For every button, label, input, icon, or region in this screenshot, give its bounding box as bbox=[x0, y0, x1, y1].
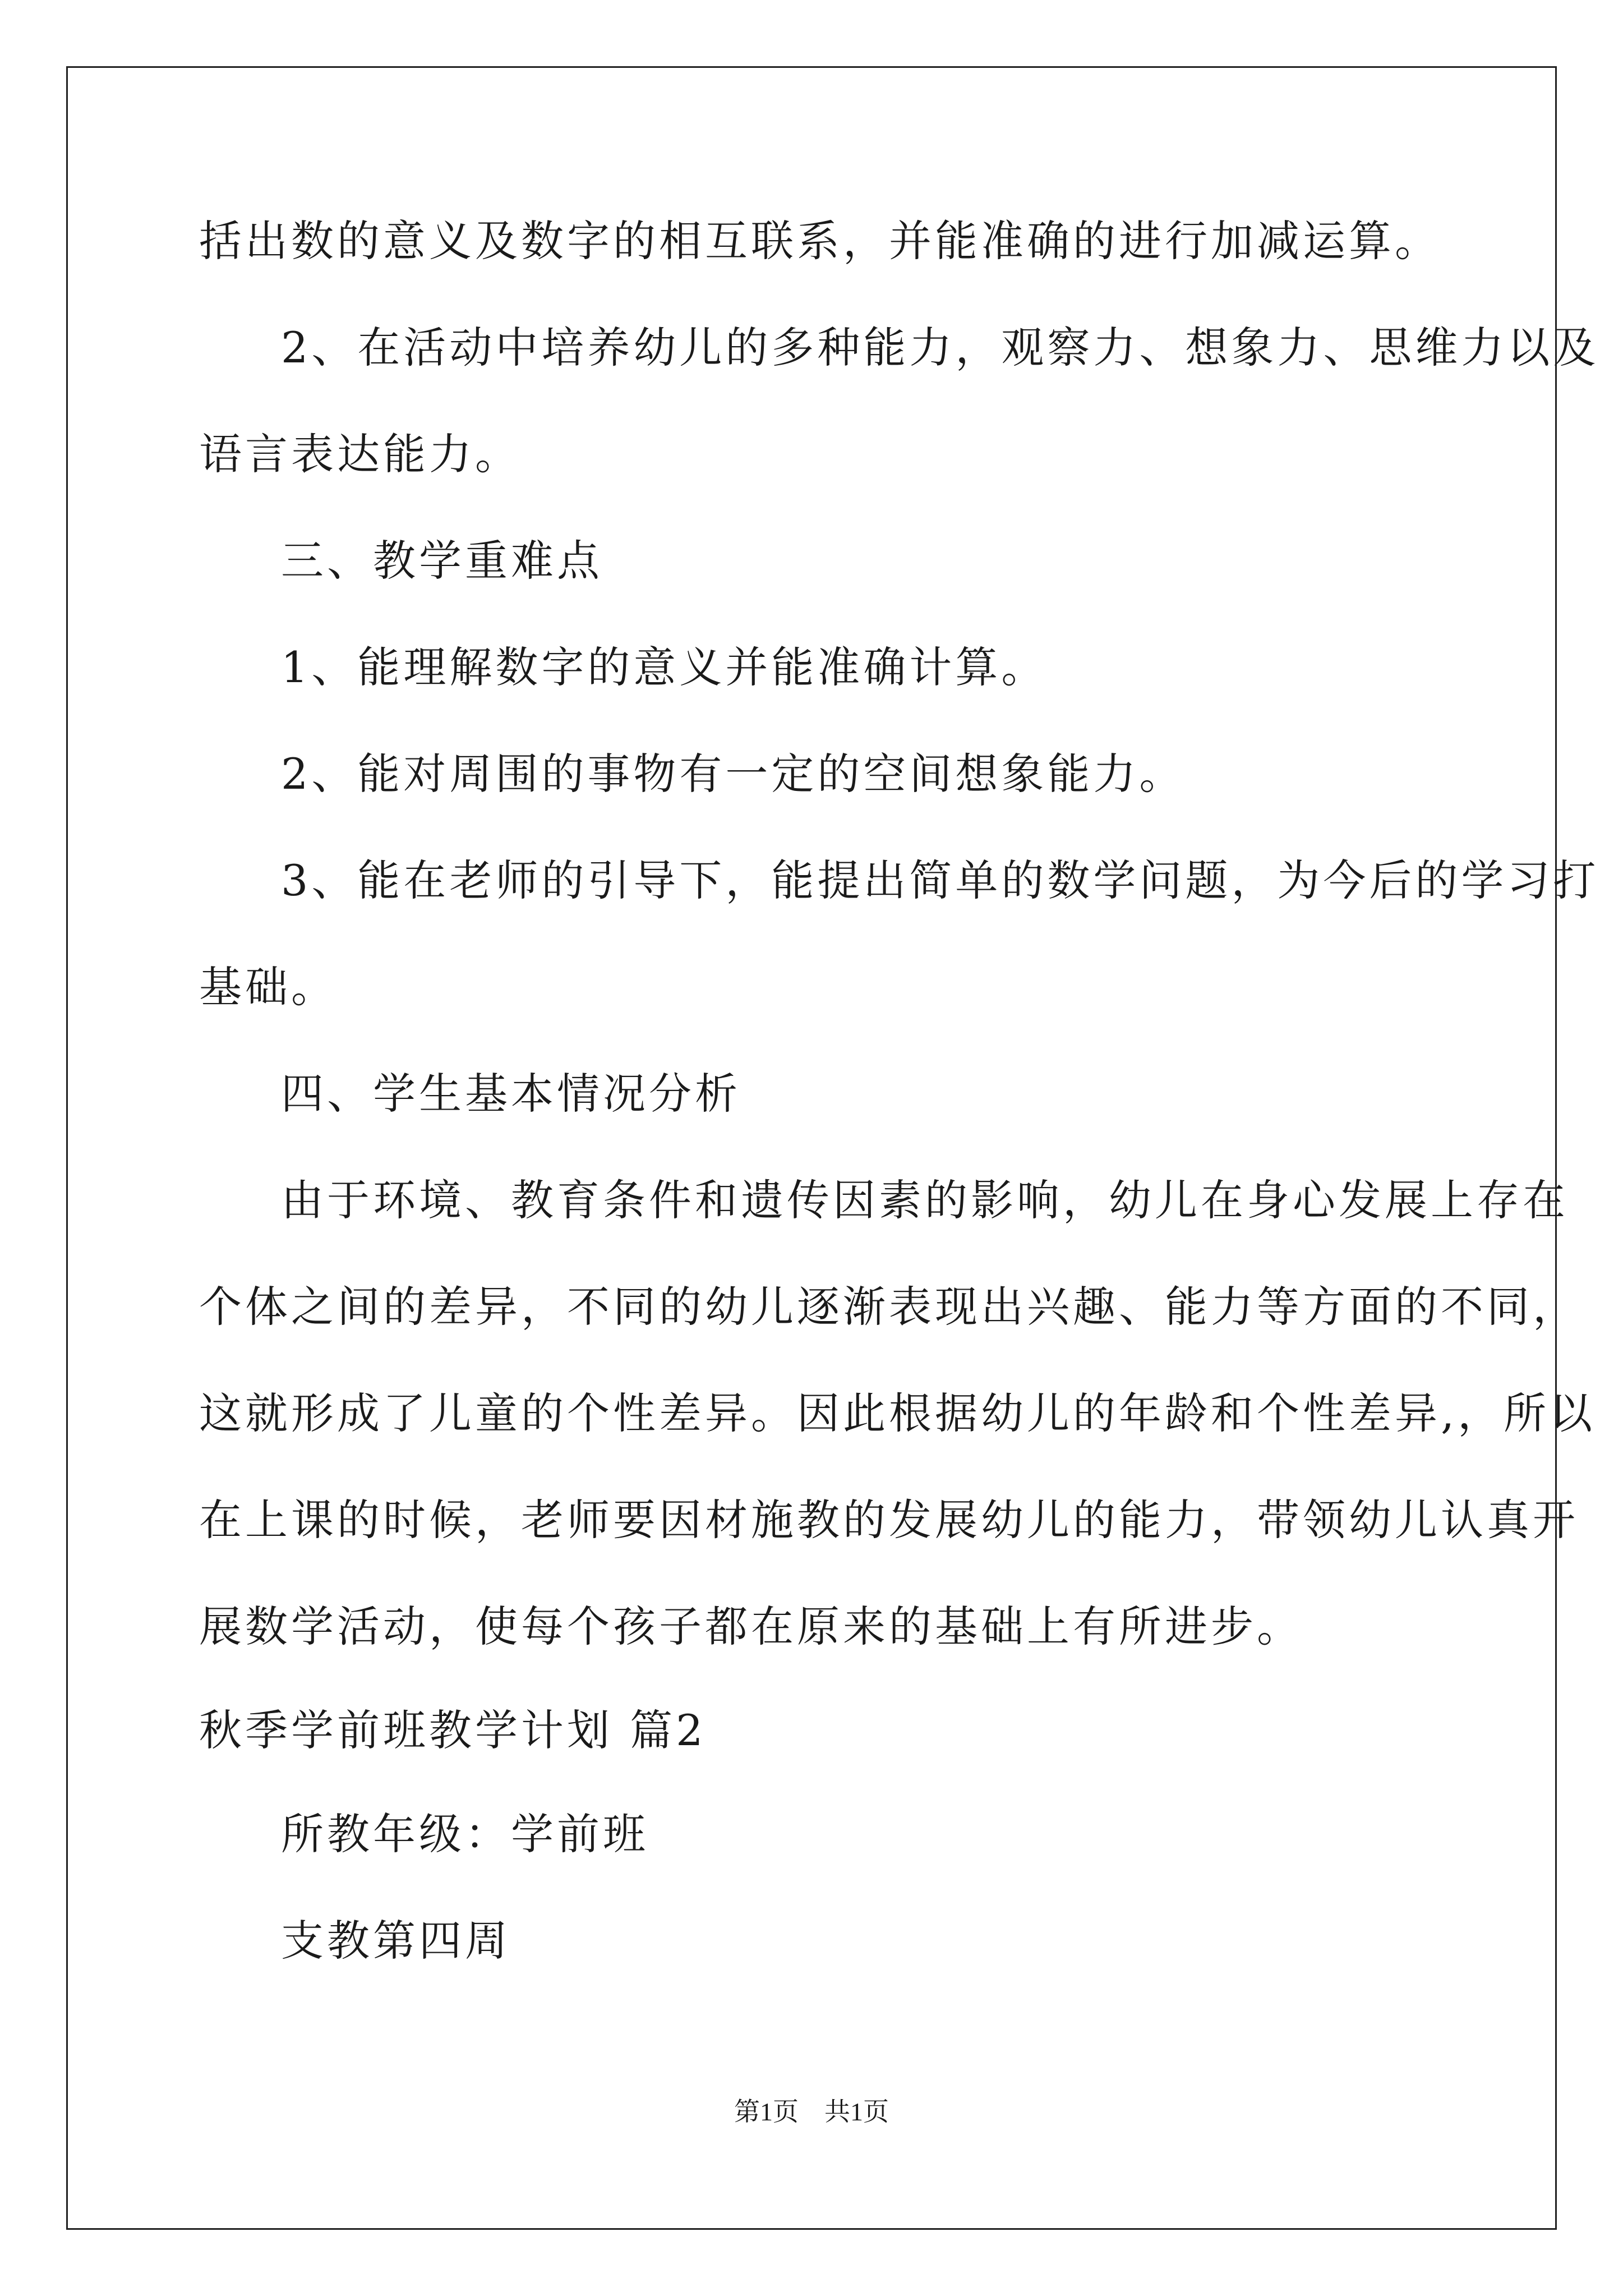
text-line: 基础。 bbox=[199, 962, 337, 1012]
section-heading: 三、教学重难点 bbox=[281, 536, 603, 586]
text-line: 2、能对周围的事物有一定的空间想象能力。 bbox=[281, 749, 1186, 799]
page-border bbox=[66, 66, 1557, 2230]
text-line: 支教第四周 bbox=[281, 1916, 511, 1966]
text-line: 在上课的时候，老师要因材施教的发展幼儿的能力，带领幼儿认真开 bbox=[199, 1495, 1579, 1545]
text-line: 展数学活动，使每个孩子都在原来的基础上有所进步。 bbox=[199, 1602, 1303, 1651]
text-line: 个体之间的差异，不同的幼儿逐渐表现出兴趣、能力等方面的不同， bbox=[199, 1282, 1579, 1332]
page-footer: 第1页 共1页 bbox=[734, 2097, 889, 2126]
text-line: 由于环境、教育条件和遗传因素的影响，幼儿在身心发展上存在 bbox=[281, 1175, 1569, 1225]
text-line: 括出数的意义及数字的相互联系，并能准确的进行加减运算。 bbox=[199, 216, 1441, 266]
section-heading: 四、学生基本情况分析 bbox=[281, 1069, 741, 1119]
text-line: 所教年级：学前班 bbox=[281, 1809, 649, 1859]
text-line: 语言表达能力。 bbox=[199, 429, 521, 479]
article-title: 秋季学前班教学计划 篇2 bbox=[199, 1705, 707, 1755]
text-line: 1、能理解数字的意义并能准确计算。 bbox=[281, 642, 1048, 692]
text-line: 2、在活动中培养幼儿的多种能力，观察力、想象力、思维力以及 bbox=[281, 323, 1599, 372]
text-line: 这就形成了儿童的个性差异。因此根据幼儿的年龄和个性差异,，所以 bbox=[199, 1388, 1596, 1438]
text-line: 3、能在老师的引导下，能提出简单的数学问题，为今后的学习打 bbox=[281, 855, 1599, 905]
